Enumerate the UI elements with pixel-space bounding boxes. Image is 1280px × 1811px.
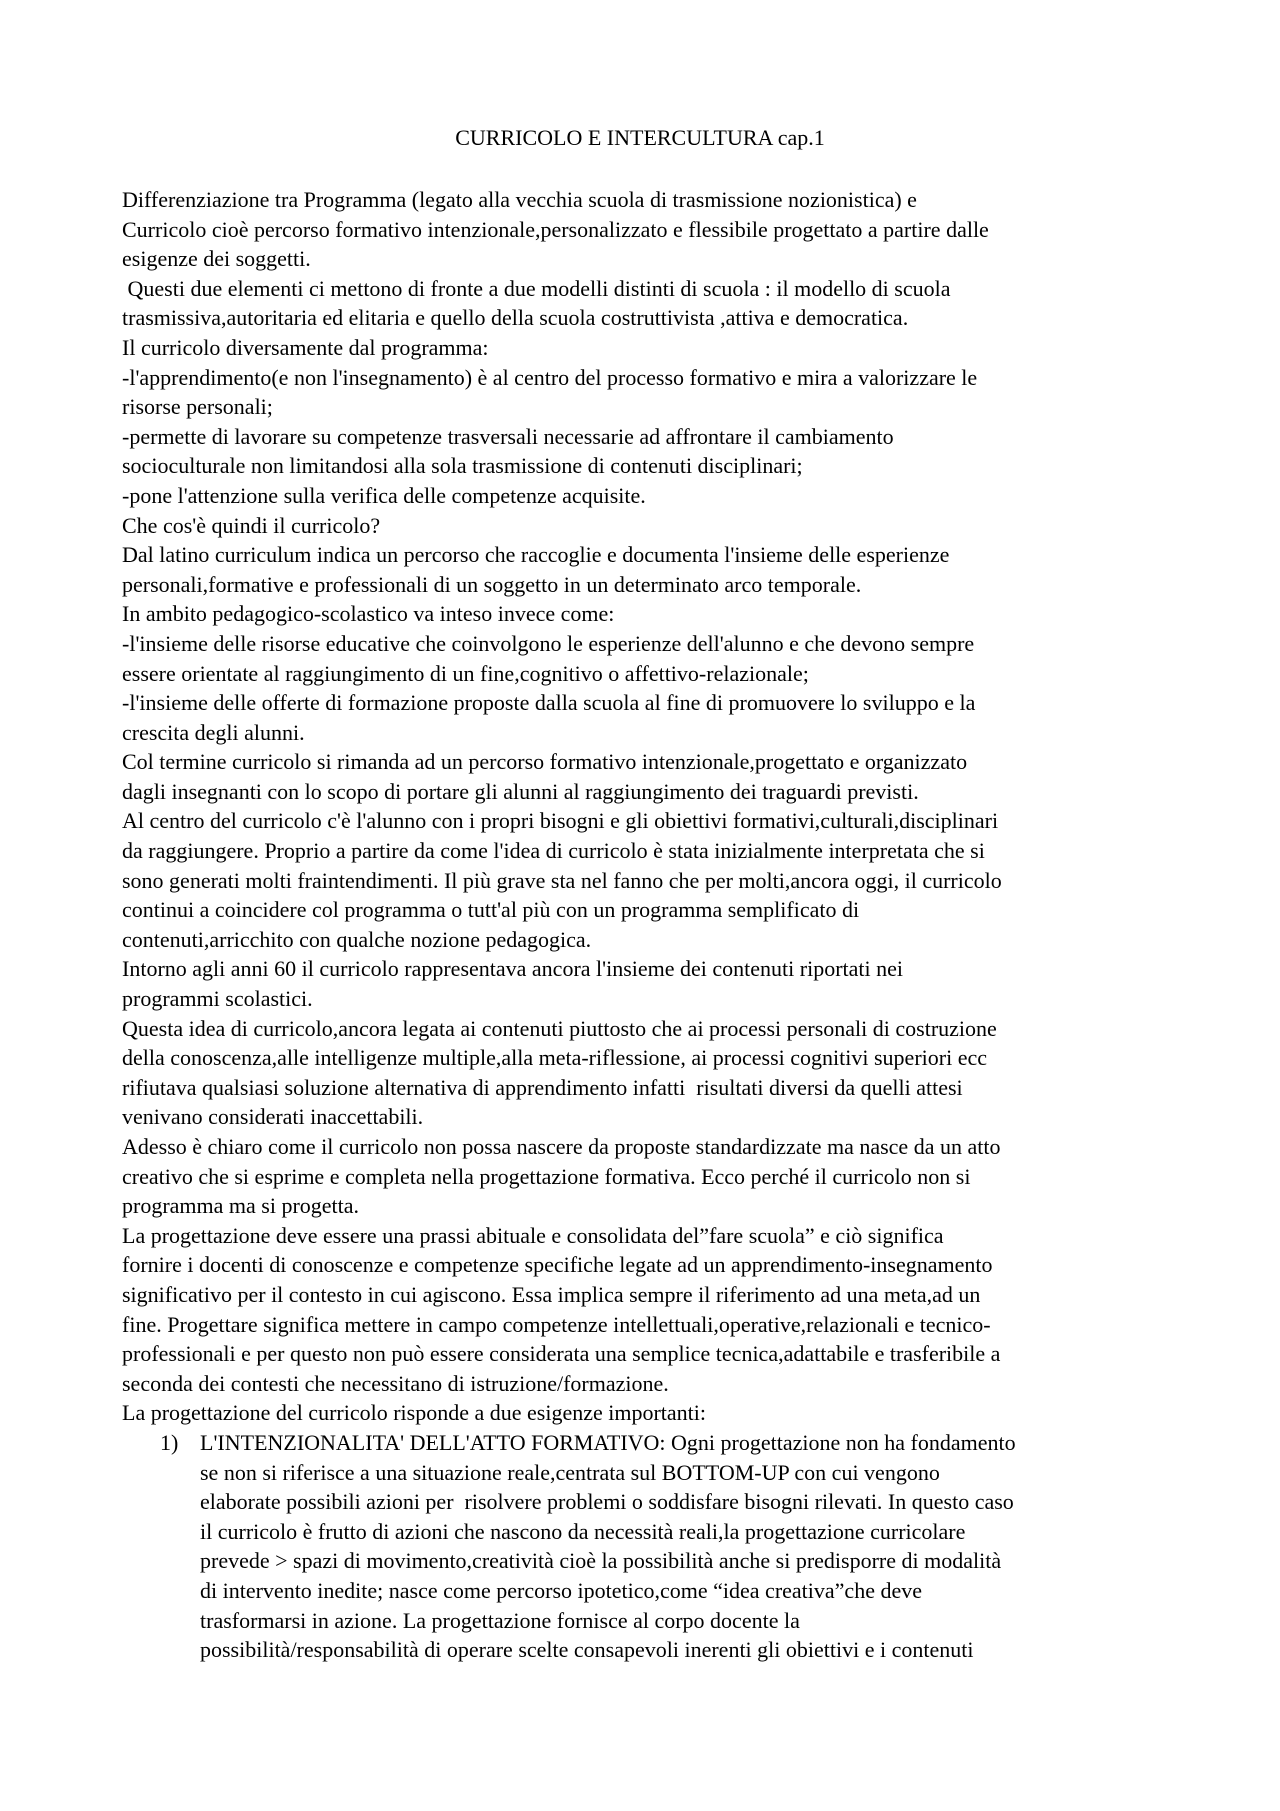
text-line: programmi scolastici. xyxy=(122,986,313,1012)
text-line: esigenze dei soggetti. xyxy=(122,246,311,272)
text-line: Il curricolo diversamente dal programma: xyxy=(122,334,489,360)
text-line: -l'apprendimento(e non l'insegnamento) è al centro del processo formativo e mira a valorizzare le xyxy=(122,364,978,390)
text-line: creativo che si esprime e completa nella progettazione formativa. Ecco perché il curricolo non si xyxy=(122,1163,971,1189)
text-line: socioculturale non limitandosi alla sola trasmissione di contenuti disciplinari; xyxy=(122,453,803,479)
text-line: Adesso è chiaro come il curricolo non possa nascere da proposte standardizzate ma nasce da un atto xyxy=(122,1134,1001,1159)
text-line: -l'insieme delle risorse educative che coinvolgono le esperienze dell'alunno e che devono sempre xyxy=(122,630,975,656)
text-line: continui a coincidere col programma o tutt'al più con un programma semplificato di xyxy=(122,897,860,923)
text-line: professionali e per questo non può essere considerata una semplice tecnica,adattabile e trasferibile a xyxy=(122,1341,1001,1367)
text-line: In ambito pedagogico-scolastico va inteso invece come: xyxy=(122,601,615,627)
text-line: rifiutava qualsiasi soluzione alternativa di apprendimento infatti risultati diversi da quelli attesi xyxy=(122,1074,963,1100)
text-line: crescita degli alunni. xyxy=(122,719,305,745)
text-line: Che cos'è quindi il curricolo? xyxy=(122,512,381,538)
list-line: trasformarsi in azione. La progettazione fornisce al corpo docente la xyxy=(200,1607,800,1633)
list-line: il curricolo è frutto di azioni che nascono da necessità reali,la progettazione curricolare xyxy=(200,1518,966,1544)
text-line: programma ma si progetta. xyxy=(122,1193,360,1219)
text-line: La progettazione del curricolo risponde a due esigenze importanti: xyxy=(122,1400,706,1426)
list-number: 1) xyxy=(160,1429,179,1455)
document-title: CURRICOLO E INTERCULTURA cap.1 xyxy=(455,125,825,150)
list-line: possibilità/responsabilità di operare scelte consapevoli inerenti gli obiettivi e i contenuti xyxy=(200,1637,974,1663)
list-line: elaborate possibili azioni per risolvere problemi o soddisfare bisogni rilevati. In questo caso xyxy=(200,1489,1014,1515)
list-line: prevede > spazi di movimento,creatività cioè la possibilità anche si predisporre di modalità xyxy=(200,1548,1002,1574)
text-line: La progettazione deve essere una prassi abituale e consolidata del”fare scuola” e ciò significa xyxy=(122,1222,944,1248)
list-line: L'INTENZIONALITA' DELL'ATTO FORMATIVO: Ogni progettazione non ha fondamento xyxy=(200,1429,1016,1455)
text-line: seconda dei contesti che necessitano di istruzione/formazione. xyxy=(122,1370,669,1396)
text-line: da raggiungere. Proprio a partire da come l'idea di curricolo è stata inizialmente interpretata che si xyxy=(122,838,985,864)
text-line: Al centro del curricolo c'è l'alunno con i propri bisogni e gli obiettivi formativi,culturali,disciplinari xyxy=(122,808,999,834)
text-line: venivano considerati inaccettabili. xyxy=(122,1104,424,1130)
text-line: risorse personali; xyxy=(122,394,273,420)
text-line: -pone l'attenzione sulla verifica delle competenze acquisite. xyxy=(122,482,646,508)
list-line: di intervento inedite; nasce come percorso ipotetico,come “idea creativa”che deve xyxy=(200,1577,922,1603)
text-line: Questa idea di curricolo,ancora legata ai contenuti piuttosto che ai processi personali di costruzione xyxy=(122,1015,997,1041)
text-line: Curricolo cioè percorso formativo intenzionale,personalizzato e flessibile progettato a partire dalle xyxy=(122,216,989,242)
text-line: contenuti,arricchito con qualche nozione pedagogica. xyxy=(122,926,592,952)
text-line: dagli insegnanti con lo scopo di portare gli alunni al raggiungimento dei traguardi previsti. xyxy=(122,778,919,804)
text-line: personali,formative e professionali di un soggetto in un determinato arco temporale. xyxy=(122,571,862,597)
text-line: della conoscenza,alle intelligenze multiple,alla meta-riflessione, ai processi cognitivi superiori ecc xyxy=(122,1045,987,1071)
text-line: -permette di lavorare su competenze trasversali necessarie ad affrontare il cambiamento xyxy=(122,423,894,449)
text-line: trasmissiva,autoritaria ed elitaria e quello della scuola costruttivista ,attiva e democratica. xyxy=(122,305,909,331)
text-line: Col termine curricolo si rimanda ad un percorso formativo intenzionale,progettato e organizzato xyxy=(122,749,968,775)
text-line: -l'insieme delle offerte di formazione proposte dalla scuola al fine di promuovere lo sviluppo e la xyxy=(122,690,976,716)
text-line: sono generati molti fraintendimenti. Il più grave sta nel fanno che per molti,ancora oggi, il curricolo xyxy=(122,867,1002,893)
text-line: Intorno agli anni 60 il curricolo rappresentava ancora l'insieme dei contenuti riportati nei xyxy=(122,956,904,982)
list-line: se non si riferisce a una situazione reale,centrata sul BOTTOM-UP con cui vengono xyxy=(200,1459,940,1485)
text-line: fine. Progettare significa mettere in campo competenze intellettuali,operative,relazionali e tecnico- xyxy=(122,1311,991,1337)
text-line: essere orientate al raggiungimento di un fine,cognitivo o affettivo-relazionale; xyxy=(122,660,809,686)
numbered-list-item xyxy=(122,1428,1174,1665)
text-line: Differenziazione tra Programma (legato alla vecchia scuola di trasmissione nozionistica) e xyxy=(122,187,917,212)
text-line: fornire i docenti di conoscenze e competenze specifiche legate ad un apprendimento-insegnamento xyxy=(122,1252,993,1278)
text-line: Questi due elementi ci mettono di fronte a due modelli distinti di scuola : il modello di scuola xyxy=(122,275,951,301)
document-body xyxy=(122,185,1174,1665)
text-line: significativo per il contesto in cui agiscono. Essa implica sempre il riferimento ad una meta,ad un xyxy=(122,1281,981,1307)
text-line: Dal latino curriculum indica un percorso che raccoglie e documenta l'insieme delle esperienze xyxy=(122,542,950,568)
